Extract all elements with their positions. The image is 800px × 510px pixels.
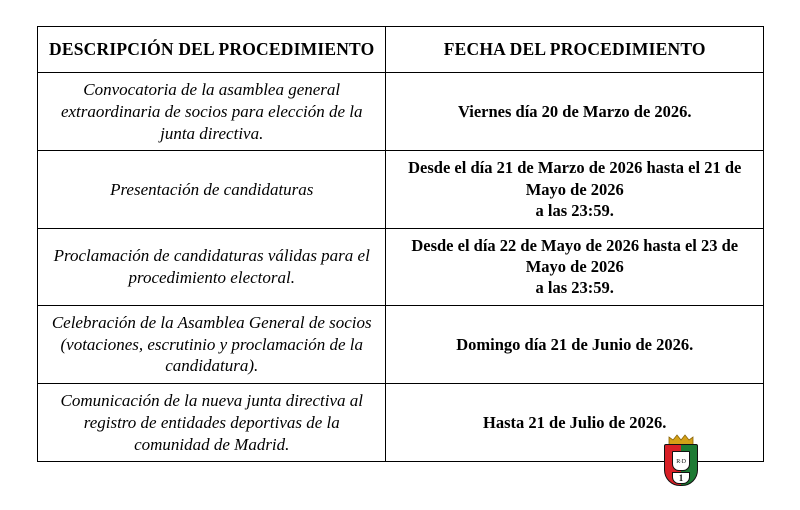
table-row <box>38 151 764 228</box>
crest-monogram: R·D <box>672 451 690 471</box>
table-row <box>38 305 764 383</box>
procedure-description: Convocatoria de la asamblea general extraordinaria de socios para elección de la junta directiva. <box>38 73 386 151</box>
column-header-description: DESCRIPCIÓN DEL PROCEDIMIENTO <box>38 27 386 73</box>
column-header-date: FECHA DEL PROCEDIMIENTO <box>386 27 764 73</box>
procedure-date: Desde el día 21 de Marzo de 2026 hasta el 21 de Mayo de 2026 a las 23:59. <box>386 151 764 228</box>
procedure-date: Domingo día 21 de Junio de 2026. <box>386 305 764 383</box>
procedure-date: Desde el día 22 de Mayo de 2026 hasta el 23 de Mayo de 2026 a las 23:59. <box>386 228 764 305</box>
table-header-row <box>38 27 764 73</box>
shield-icon <box>664 444 698 486</box>
procedure-date: Viernes día 20 de Marzo de 2026. <box>386 73 764 151</box>
table-row <box>38 228 764 305</box>
procedure-description: Proclamación de candidaturas válidas para el procedimiento electoral. <box>38 228 386 305</box>
crest-number: 1 <box>672 472 690 484</box>
table-row <box>38 384 764 462</box>
club-crest-logo <box>664 434 698 486</box>
procedure-date: Hasta 21 de Julio de 2026. <box>386 384 764 462</box>
table-row <box>38 73 764 151</box>
procedure-description: Presentación de candidaturas <box>38 151 386 228</box>
procedure-description: Comunicación de la nueva junta directiva al registro de entidades deportivas de la comunidad de Madrid. <box>38 384 386 462</box>
procedure-description: Celebración de la Asamblea General de socios (votaciones, escrutinio y proclamación de la candidatura). <box>38 305 386 383</box>
electoral-schedule-table <box>37 26 764 462</box>
